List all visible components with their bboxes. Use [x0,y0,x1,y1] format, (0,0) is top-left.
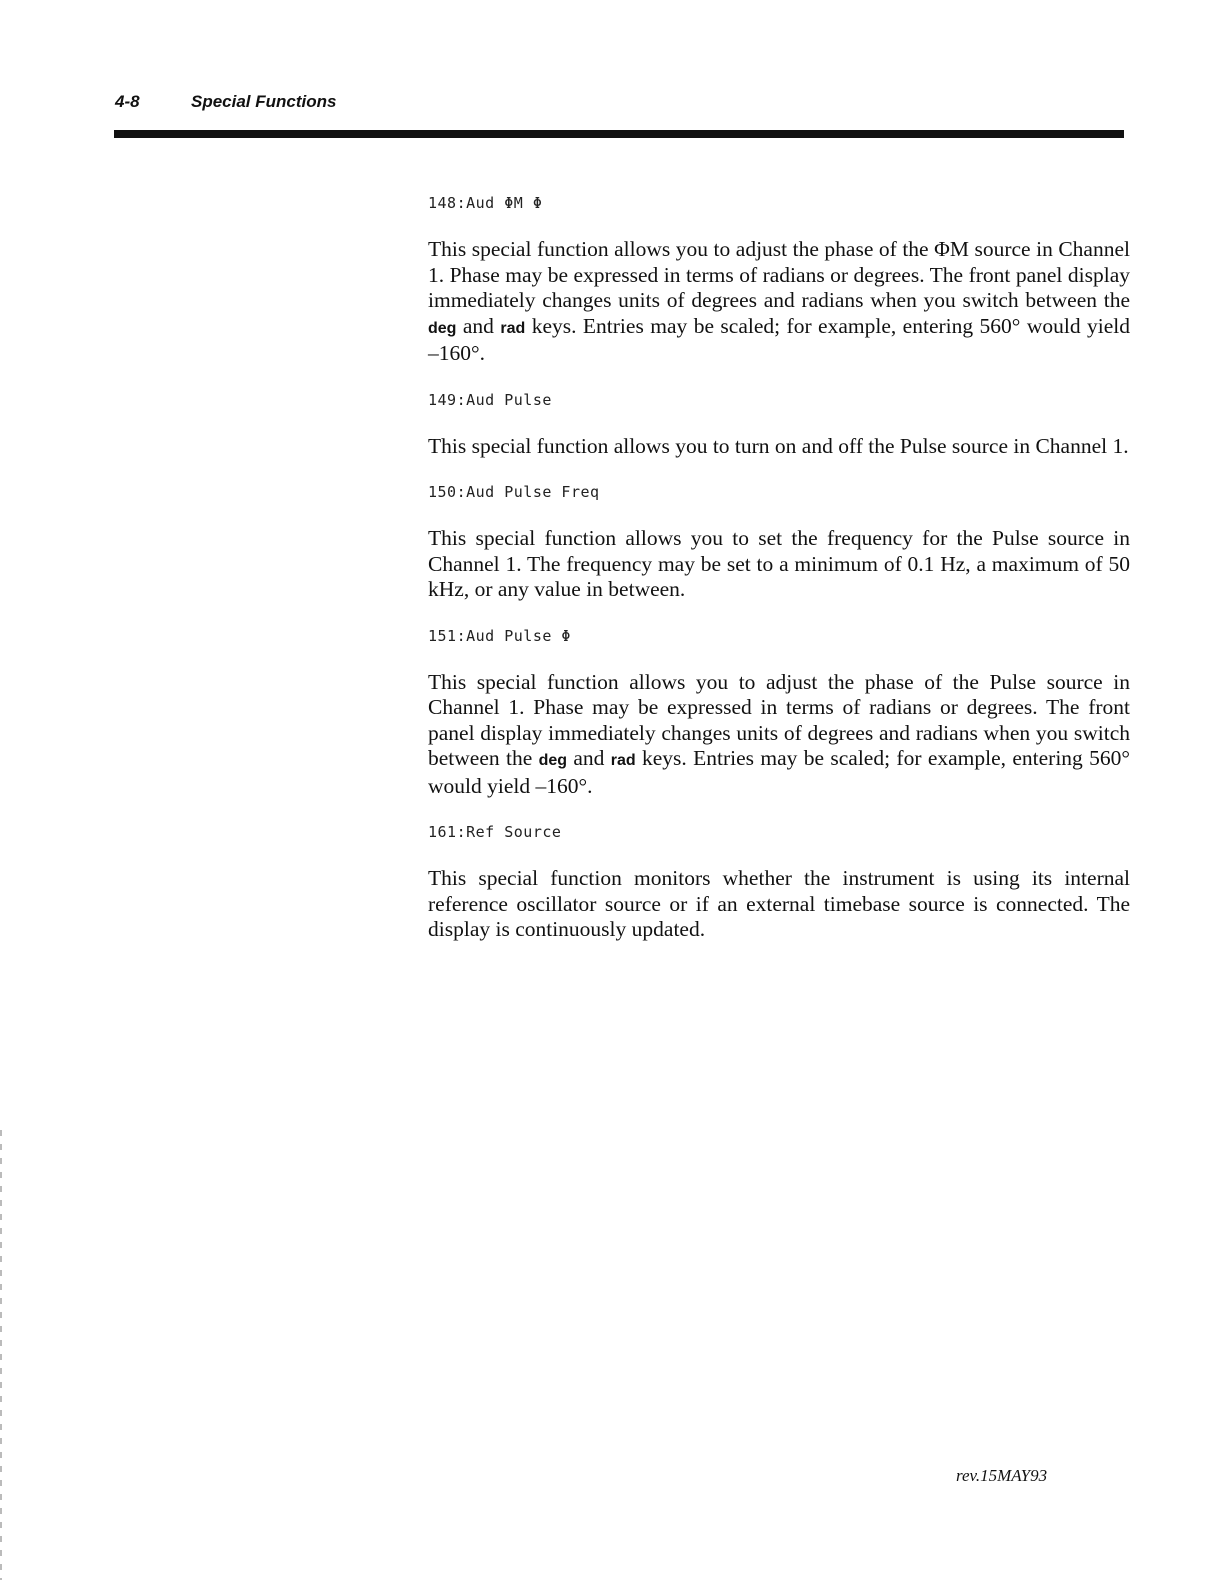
header-rule [114,130,1124,138]
rad-key: rad [500,319,526,337]
deg-key: deg [538,752,568,769]
description-text: keys. Entries may be scaled; for example, entering 560° would yield –160°. [428,313,1130,365]
description-text: and [456,313,501,338]
function-description [428,237,1130,367]
page-header [115,92,336,112]
section-150 [428,483,1130,603]
function-label: 150:Aud Pulse Freq [428,483,600,501]
description-text: keys. Entries may be scaled; for example, entering 560° would yield –160°. [428,746,1130,798]
function-description [428,670,1130,800]
description-text: This special function allows you to adjust the phase of the Pulse source in Channel 1. Phase may be expressed in terms of radians or degrees. The front panel display immediately changes units of degrees and radians when you switch between the [428,669,1130,770]
function-label: 161:Ref Source [428,823,562,841]
description-text: This special function allows you to adjust the phase of the ΦM source in Channel 1. Phase may be expressed in terms of radians or degrees. The front panel display immediately changes units of degrees and radians when you switch between the [428,237,1130,312]
section-149 [428,391,1130,460]
main-content [428,194,1130,967]
rad-key: rad [610,752,636,769]
function-description: This special function monitors whether the instrument is using its internal reference oscillator source or if an external timebase source is connected. The display is continuously updated. [428,866,1130,941]
function-description: This special function allows you to set the frequency for the Pulse source in Channel 1. The frequency may be set to a minimum of 0.1 Hz, a maximum of 50 kHz, or any value in between. [428,526,1130,601]
scan-margin-marks [0,1130,2,1580]
section-161 [428,823,1130,943]
section-title: Special Functions [191,92,337,111]
page-number: 4-8 [115,92,140,111]
section-151 [428,627,1130,800]
function-label: 149:Aud Pulse [428,390,552,409]
function-label: 148:Aud ΦM Φ [428,194,543,212]
description-text: and [567,746,611,770]
deg-key: deg [428,319,457,337]
function-description: This special function allows you to turn on and off the Pulse source in Channel 1. [428,433,1129,458]
function-label: 151:Aud Pulse Φ [428,626,571,645]
revision-footer: rev.15MAY93 [956,1466,1048,1485]
section-148 [428,194,1130,367]
